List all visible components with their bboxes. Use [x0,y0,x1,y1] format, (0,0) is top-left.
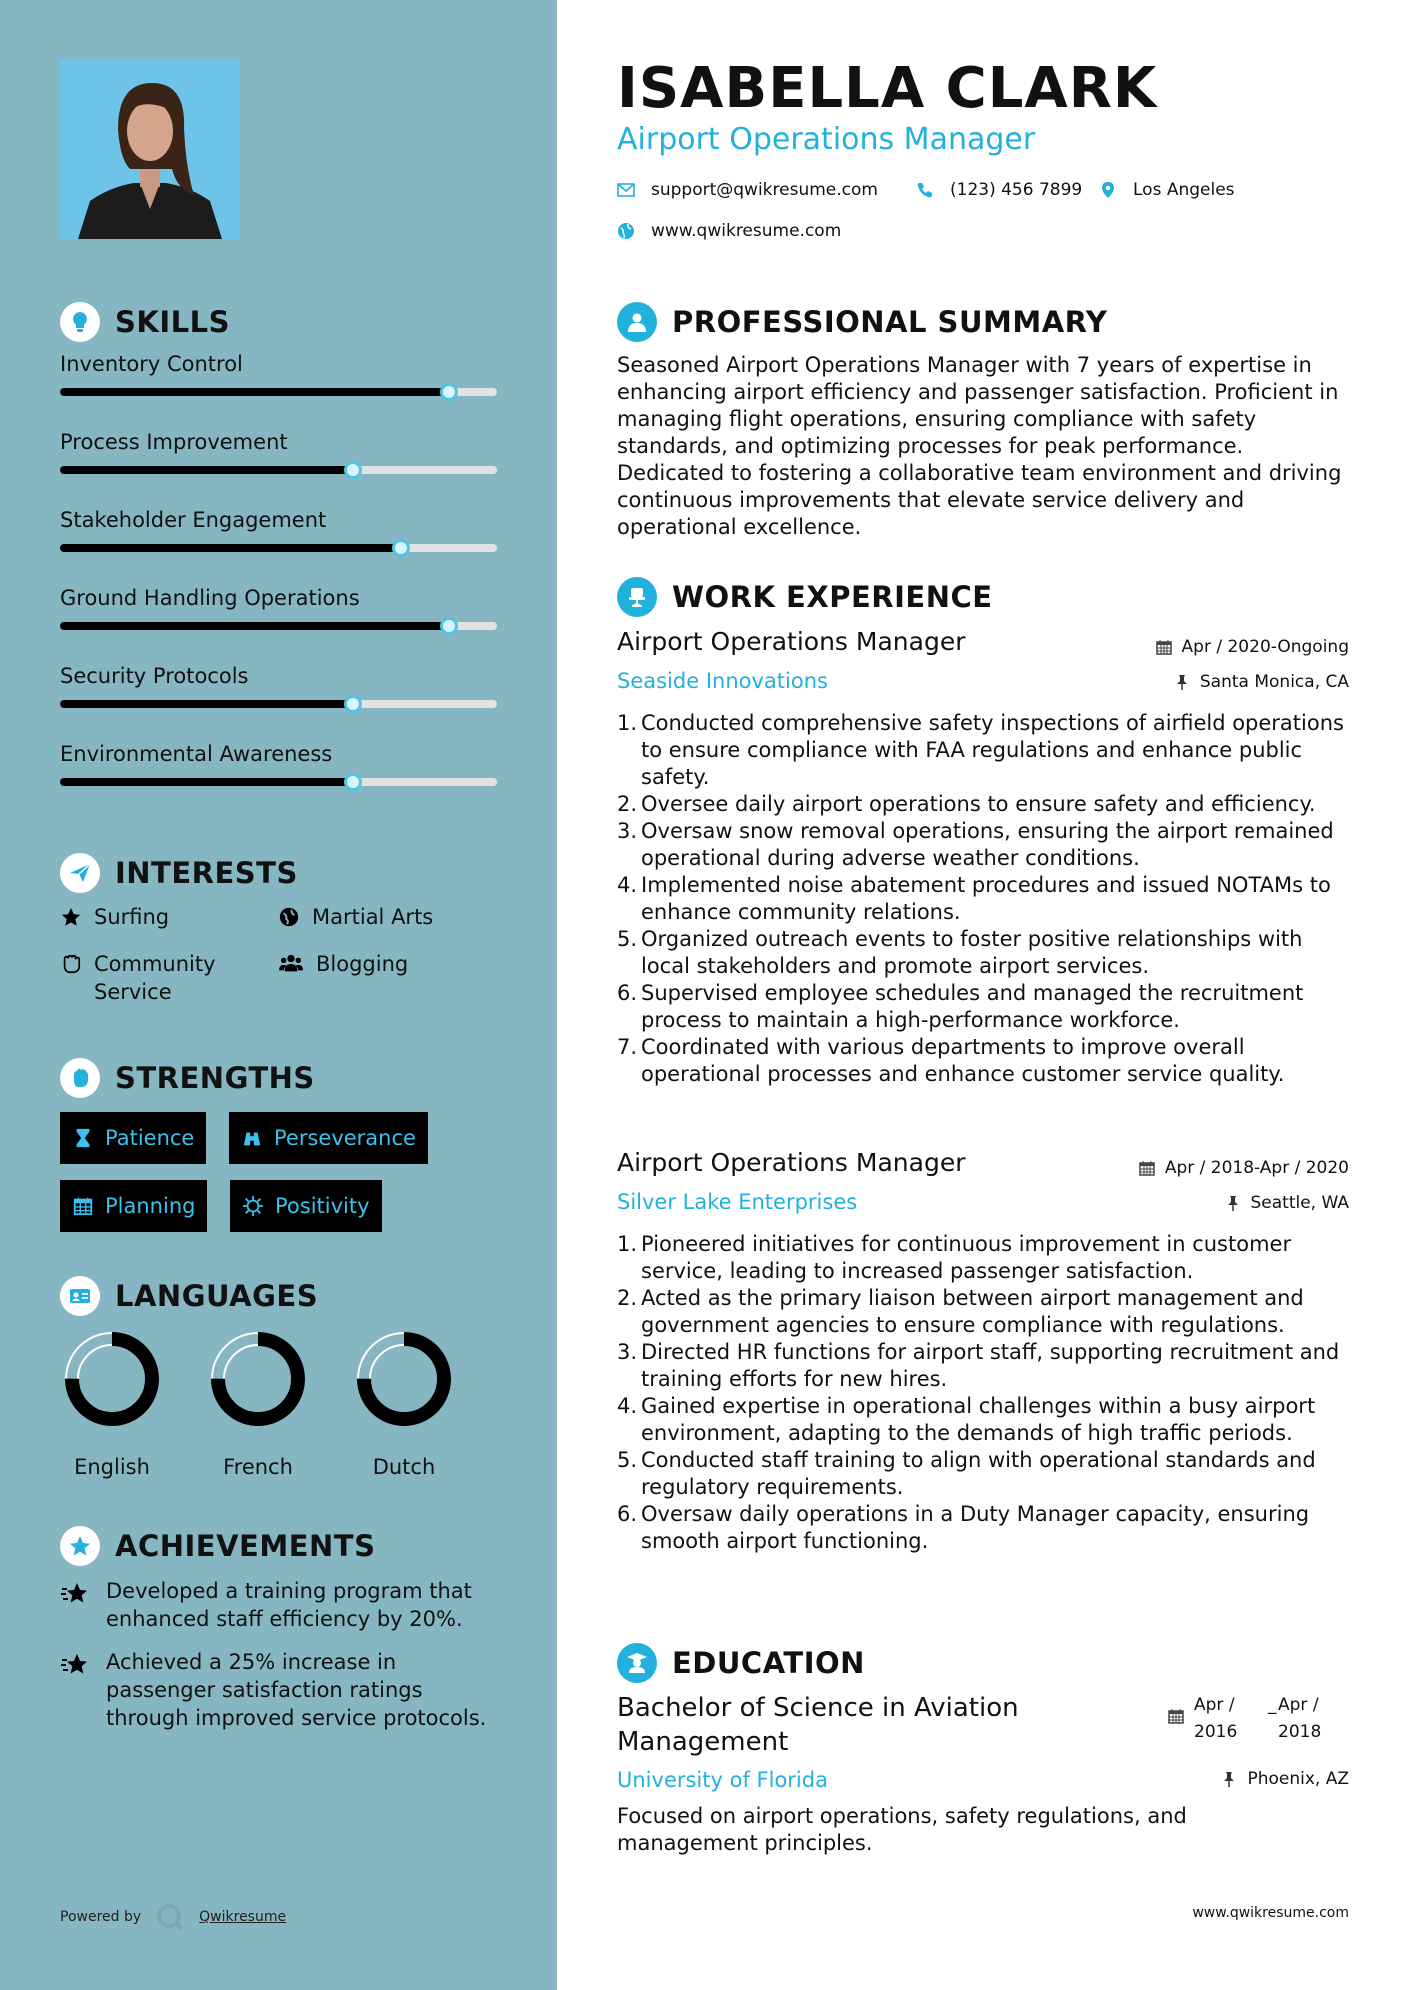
bullet-item [617,1447,1357,1501]
education-heading-text: EDUCATION [672,1646,865,1680]
bullet-text: Directed HR functions for airport staff, supporting recruitment and training efforts for new hires. [641,1340,1340,1391]
graduate-icon [617,1643,657,1683]
bullet-number: 2. [617,792,638,816]
experience-heading [617,577,993,617]
bullet-number: 7. [617,1035,638,1059]
achievement-text: Achieved a 25% increase in passenger satisfaction ratings through improved service protocols. [106,1650,487,1730]
job-location [1174,672,1349,692]
profile-photo [60,59,240,239]
envelope-icon [617,181,635,199]
strengths-heading-text: STRENGTHS [115,1061,315,1095]
pushpin-icon [1221,1771,1237,1787]
powered-by [60,1902,286,1932]
skill-name: Stakeholder Engagement [60,508,327,532]
candidate-title: Airport Operations Manager [617,122,1036,157]
skill-name: Inventory Control [60,352,243,376]
bullet-text: Oversee daily airport operations to ensure safety and efficiency. [641,792,1316,816]
skill-bar [60,622,497,630]
interest-label: Community Service [94,952,216,1004]
skill-item [60,742,497,766]
skill-name: Process Improvement [60,430,288,454]
achievements-heading-text: ACHIEVEMENTS [115,1529,376,1563]
skill-bar [60,466,497,474]
qwikresume-link[interactable]: Qwikresume [199,1909,287,1925]
email-text[interactable]: support@qwikresume.com [651,180,878,200]
achievements-heading [60,1526,375,1566]
contact-location [1099,180,1235,200]
hourglass-icon [72,1127,94,1149]
summary-heading-text: PROFESSIONAL SUMMARY [672,305,1108,339]
footer-url[interactable]: www.qwikresume.com [1192,1905,1349,1921]
bullet-item [617,872,1357,926]
skill-item [60,664,497,688]
user-icon [617,302,657,342]
interests-heading-text: INTERESTS [115,856,298,890]
skill-bar [60,778,497,786]
bullet-text: Coordinated with various departments to improve overall operational processes and enhance customer service quality. [641,1035,1285,1086]
bullet-number: 3. [617,819,638,843]
phone-text[interactable]: (123) 456 7899 [950,180,1083,200]
bullet-item [617,1393,1357,1447]
job-location-text: Santa Monica, CA [1199,672,1349,692]
interest-item [60,903,169,931]
bullet-number: 4. [617,873,638,897]
skill-knob [344,461,362,479]
skill-bar [60,700,497,708]
job-dates [1139,1158,1349,1178]
interest-item [60,950,260,1006]
bullet-item [617,710,1357,791]
skill-name: Security Protocols [60,664,249,688]
website-text[interactable]: www.qwikresume.com [651,221,842,241]
contact-website[interactable] [617,221,841,241]
achievement-text: Developed a training program that enhanced staff efficiency by 20%. [106,1579,472,1631]
bullet-text: Implemented noise abatement procedures and issued NOTAMs to enhance community relations. [641,873,1331,924]
strength-label: Planning [105,1194,196,1218]
job-role: Airport Operations Manager [617,627,966,656]
briefcase-chair-icon [617,577,657,617]
education-description: Focused on airport operations, safety regulations, and management principles. [617,1804,1187,1855]
star-trophy-icon [60,1650,90,1680]
skill-name: Ground Handling Operations [60,586,360,610]
job-dates-text: Apr / 2020-Ongoing [1181,637,1349,657]
location-text: Los Angeles [1133,180,1235,200]
education-location-text: Phoenix, AZ [1247,1769,1349,1789]
powered-by-text: Powered by [60,1909,142,1925]
interest-item [278,903,433,931]
language-name: French [223,1455,293,1479]
language-name: Dutch [372,1455,436,1479]
calendar-icon [72,1195,94,1217]
interest-label: Martial Arts [312,905,434,929]
achievement-item [60,1577,510,1633]
skill-bar-fill [60,388,449,396]
strength-label: Perseverance [274,1126,416,1150]
skill-knob [392,539,410,557]
skill-bar [60,544,497,552]
bullet-item [617,980,1357,1034]
skill-name: Environmental Awareness [60,742,333,766]
strengths-heading [60,1058,315,1098]
bullet-item [617,818,1357,872]
skill-knob [344,773,362,791]
skill-knob [440,617,458,635]
star-trophy-icon [60,1579,90,1609]
contact-phone[interactable] [916,180,1082,200]
bullet-item [617,1339,1357,1393]
bullet-text: Conducted comprehensive safety inspections of airfield operations to ensure compliance with FAA regulations and enhance public safety. [641,711,1344,789]
id-card-icon [60,1276,100,1316]
bullet-number: 6. [617,981,638,1005]
bullet-number: 2. [617,1286,638,1310]
language-donut [210,1331,306,1427]
bullet-item [617,1034,1357,1088]
bullet-number: 1. [617,711,638,735]
skill-bar-fill [60,700,353,708]
qwikresume-logo-icon [155,1902,185,1932]
skill-bar-fill [60,466,353,474]
skill-knob [344,695,362,713]
job-role: Airport Operations Manager [617,1148,966,1177]
binoculars-icon [241,1127,263,1149]
skill-knob [440,383,458,401]
summary-text: Seasoned Airport Operations Manager with 7 years of expertise in enhancing airport efficiency and passenger satisfaction. Proficient in managing flight operations, ensuring compliance with safety standards, and optimizing processes for peak performance. Dedicated to fostering a collaborative team environment and driving continuous improvements that elevate service delivery and operational excellence. [617,353,1342,539]
skill-bar-fill [60,544,401,552]
date-separator: _ [1268,1695,1277,1715]
skill-item [60,352,497,376]
lightbulb-icon [60,302,100,342]
education-degree: Bachelor of Science in Aviation Management [617,1693,1019,1757]
star-badge-icon [60,1526,100,1566]
bullet-item [617,1285,1357,1339]
interest-item [278,950,408,978]
bullet-number: 5. [617,927,638,951]
calendar-icon [1168,1708,1184,1724]
interest-label: Blogging [316,952,409,976]
skill-item [60,430,497,454]
language-donut [356,1331,452,1427]
strength-badge [60,1112,206,1164]
bullet-text: Oversaw daily operations in a Duty Manager capacity, ensuring smooth airport functioning. [641,1502,1310,1553]
skill-bar-fill [60,778,353,786]
language-donut [64,1331,160,1427]
bullet-item [617,1501,1357,1555]
calendar-icon [1139,1160,1155,1176]
job-bullets [617,1231,1357,1555]
bullet-text: Pioneered initiatives for continuous improvement in customer service, leading to increased passenger satisfaction. [641,1232,1292,1283]
bullet-text: Acted as the primary liaison between airport management and government agencies to ensure compliance with regulations. [641,1286,1304,1337]
bullet-number: 1. [617,1232,638,1256]
education-heading [617,1643,865,1683]
languages-heading-text: LANGUAGES [115,1279,319,1313]
globe-icon [617,222,635,240]
job-bullets [617,710,1357,1088]
skill-bar [60,388,497,396]
education-start-date: Apr / 2016 [1194,1695,1238,1742]
education-school: University of Florida [617,1768,828,1792]
achievement-item [60,1648,510,1732]
star-icon [60,906,82,928]
skill-item [60,508,497,532]
job-dates-text: Apr / 2018-Apr / 2020 [1164,1158,1349,1178]
job-company: Silver Lake Enterprises [617,1190,858,1214]
bullet-number: 4. [617,1394,638,1418]
strength-badge [229,1112,428,1164]
paper-plane-icon [60,853,100,893]
bullet-text: Oversaw snow removal operations, ensuring the airport remained operational during adverse weather conditions. [641,819,1334,870]
language-item [62,1331,162,1479]
experience-heading-text: WORK EXPERIENCE [672,580,993,614]
interest-label: Surfing [94,905,170,929]
bullet-item [617,926,1357,980]
candidate-name: ISABELLA CLARK [617,56,1158,121]
language-name: English [74,1455,150,1479]
contact-email[interactable] [617,180,878,200]
sun-icon [242,1195,264,1217]
skill-item [60,586,497,610]
interests-heading [60,853,298,893]
bullet-text: Conducted staff training to align with operational standards and regulatory requirements. [641,1448,1316,1499]
job-location [1225,1193,1350,1213]
globe-icon [278,906,300,928]
calendar-icon [1156,639,1172,655]
strength-badge [60,1180,207,1232]
job-dates [1156,637,1349,657]
job-company: Seaside Innovations [617,669,828,693]
skills-heading-text: SKILLS [115,305,230,339]
education-end-date: Apr / 2018 [1278,1695,1322,1742]
strength-badge [230,1180,382,1232]
summary-heading [617,302,1107,342]
bullet-item [617,1231,1357,1285]
map-pin-icon [1099,181,1117,199]
pushpin-icon [1225,1195,1241,1211]
bullet-item [617,791,1357,818]
education-location [1221,1769,1349,1789]
skills-heading [60,302,230,342]
fist-icon [60,1058,100,1098]
bullet-text: Gained expertise in operational challenges within a busy airport environment, adapting to the demands of high traffic periods. [641,1394,1316,1445]
pushpin-icon [1174,674,1190,690]
language-item [354,1331,454,1479]
bullet-number: 6. [617,1502,638,1526]
strength-label: Positivity [275,1194,370,1218]
bullet-text: Organized outreach events to foster positive relationships with local stakeholders and promote airport services. [641,927,1303,978]
users-icon [278,953,304,975]
language-item [208,1331,308,1479]
strength-label: Patience [105,1126,195,1150]
hand-icon [60,953,82,975]
job-location-text: Seattle, WA [1250,1193,1349,1213]
languages-heading [60,1276,318,1316]
sidebar [0,0,557,1990]
bullet-number: 3. [617,1340,638,1364]
phone-icon [916,181,934,199]
bullet-text: Supervised employee schedules and managed the recruitment process to maintain a high-performance workforce. [641,981,1304,1032]
skill-bar-fill [60,622,449,630]
bullet-number: 5. [617,1448,638,1472]
